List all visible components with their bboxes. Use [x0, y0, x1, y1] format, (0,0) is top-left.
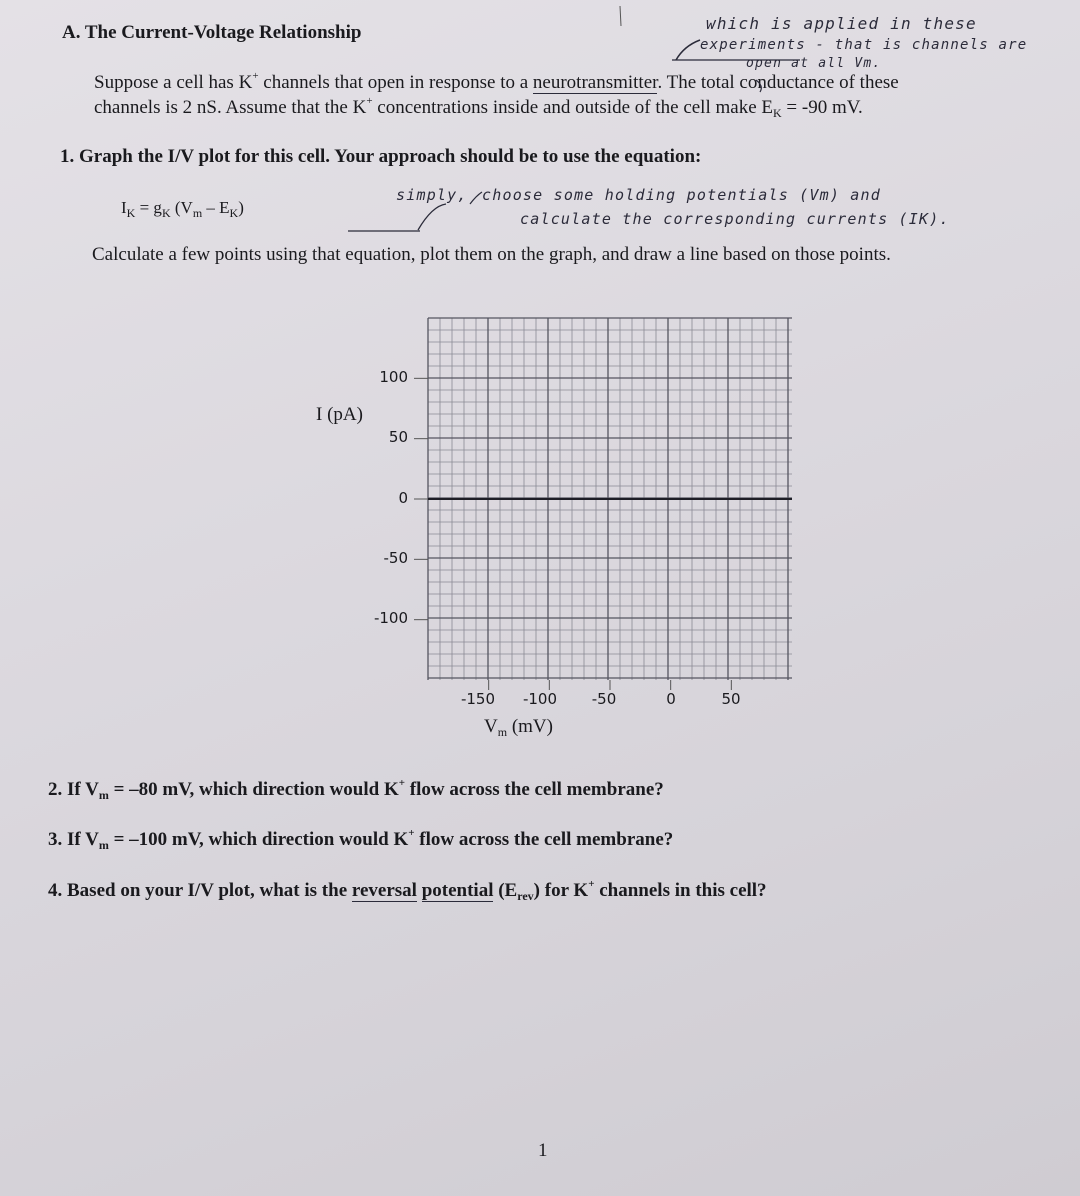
hand-stroke [470, 192, 482, 204]
hand-stroke [620, 6, 621, 26]
handwritten-note-line: calculate the corresponding currents (IK). [520, 210, 950, 228]
y-tick-label: 100 [379, 368, 408, 386]
x-axis-label: $V_m$ (mV) [484, 716, 553, 739]
y-tick-label: 50 [388, 428, 408, 446]
equation: $I_K = g_K$ $(V_m - E_K)$ [121, 198, 244, 220]
handwritten-note-line: choose some holding potentials (Vm) and [482, 186, 881, 204]
intro-line-1: Suppose a cell has K+ channels that open in response to a neurotransmitter. The total conductance of these [94, 70, 899, 93]
question-3: 3. If $V_m = -100$ mV, which direction would K+ flow across the cell membrane? [48, 827, 674, 852]
y-tick-label: -100 [373, 609, 408, 627]
y-tick-label: 0 [398, 489, 408, 507]
y-tick-label: -50 [383, 549, 408, 567]
intro-line-2: channels is 2 nS. Assume that the K+ concentrations inside and outside of the cell make $E_K = -90$ mV. [94, 95, 863, 120]
x-tick-label: 0 [666, 690, 676, 708]
question-1-instruction: Calculate a few points using that equation, plot them on the graph, and draw a line based on those points. [92, 244, 891, 265]
hand-stroke [676, 40, 700, 60]
handwritten-note-line: experiments - that is channels are [700, 37, 1028, 53]
question-1-label: 1. Graph the I/V plot for this cell. Your approach should be to use the equation: [60, 146, 702, 167]
hand-stroke [418, 204, 446, 230]
x-tick-label: -100 [522, 690, 558, 708]
x-tick-label: -50 [591, 690, 617, 708]
question-4: 4. Based on your I/V plot, what is the reversal potential $(E_{rev})$ for K+ channels in this cell? [48, 878, 767, 903]
hand-stroke [756, 80, 761, 92]
x-tick-label: -150 [460, 690, 496, 708]
x-tick-label: 50 [721, 690, 741, 708]
handwritten-note-prefix: simply, [396, 186, 468, 204]
y-axis-label: I (pA) [316, 404, 363, 425]
handwritten-note-line: open at all Vm. [746, 56, 882, 71]
section-heading: A. The Current-Voltage Relationship [62, 22, 362, 43]
question-2: 2. If $V_m = -80$ mV, which direction would K+ flow across the cell membrane? [48, 777, 664, 802]
page-number: 1 [538, 1140, 548, 1161]
handwritten-note-line: which is applied in these [706, 14, 977, 33]
